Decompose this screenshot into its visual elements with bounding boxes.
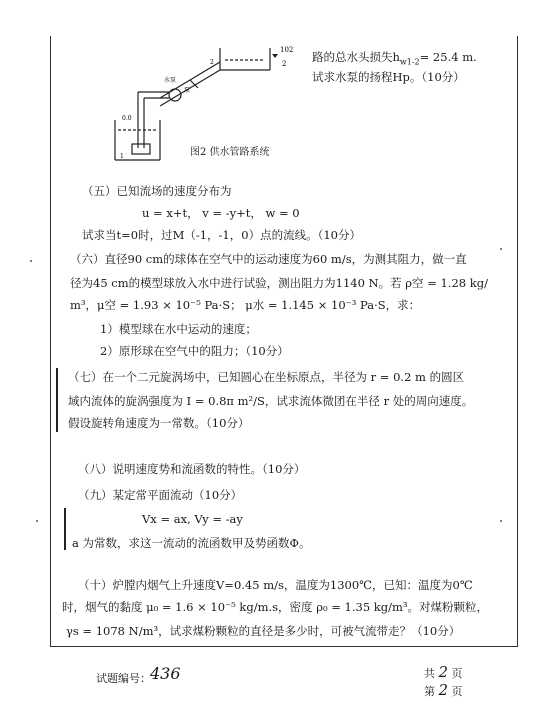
q9-line-1: （九）某定常平面流动（10分） — [78, 488, 243, 502]
label-102: 102 — [280, 46, 294, 54]
label-2-top: 2 — [282, 60, 287, 68]
q10-line-2: 时，烟气的黏度 μ₀ = 1.6 × 10⁻⁵ kg/m.s，密度 ρ₀ = 1.35 kg/m³。对煤粉颗粒， — [62, 600, 489, 614]
q8-line-1: （八）说明速度势和流函数的特性。（10分） — [78, 462, 306, 476]
water-level-marker — [272, 54, 278, 58]
label-1: 1 — [120, 153, 124, 160]
scan-speck — [500, 520, 502, 522]
q6-line-4: 1）模型球在水中运动的速度； — [100, 322, 257, 336]
q5-heading: （五）已知流场的速度分布为 — [82, 184, 232, 198]
suction-pipe — [138, 92, 169, 148]
q6-line-3: m³，μ空 = 1.93 × 10⁻⁵ Pa·S； μ水 = 1.145 × 10⁻³ Pa·S，求： — [70, 298, 421, 312]
label-pump-2: 泵 — [184, 87, 191, 94]
upper-tank — [220, 48, 270, 70]
q7-line-1: （七）在一个二元旋涡场中，已知圆心在坐标原点，半径为 r = 0.2 m 的圆区 — [68, 370, 465, 384]
q9-equation: Vx = ax, Vy = -ay — [142, 512, 243, 526]
q10-line-1: （十）炉膛内烟气上升速度V=0.45 m/s，温度为1300℃，已知：温度为0℃ — [78, 578, 473, 592]
inclined-pipe — [160, 62, 220, 106]
q7-bracket — [56, 368, 58, 432]
q9-bracket — [64, 508, 66, 550]
q10-line-3: γs = 1078 N/m³，试求煤粉颗粒的直径是多少时，可被气流带走？（10分） — [66, 624, 461, 638]
q6-line-5: 2）原形球在空气中的阻力；（10分） — [100, 344, 289, 358]
exam-code-value: 436 — [150, 664, 181, 683]
scan-speck — [500, 248, 502, 250]
scan-speck — [36, 520, 38, 522]
exam-code-label: 试题编号： — [96, 672, 151, 685]
top-line-2: 试求水泵的扬程Hp。（10分） — [312, 70, 465, 84]
q5-ask: 试求当t=0时，过M（-1，-1，0）点的流线。（10分） — [82, 228, 361, 242]
scan-speck — [30, 260, 32, 262]
q6-line-1: （六）直径90 cm的球体在空气中的运动速度为60 m/s，为测其阻力，做一直 — [70, 252, 467, 266]
page-count: 共 2 页 第 2 页 — [424, 663, 463, 699]
q7-line-3: 假设旋转角速度为一常数。（10分） — [68, 416, 250, 430]
label-2-pipe: 2 — [210, 59, 214, 66]
label-0: 0.0 — [122, 115, 132, 122]
label-pump: 水泵 — [164, 77, 177, 84]
figure-caption: 图2 供水管路系统 — [190, 147, 270, 158]
q9-line-3: a 为常数，求这一流动的流函数甲及势函数Φ。 — [72, 536, 311, 550]
q5-equation: u = x+t， v = -y+t， w = 0 — [142, 206, 300, 220]
top-line-1: 路的总水头损失$h_{w1-2}= 25.4$ m. — [312, 50, 477, 67]
q6-line-2: 径为45 cm的模型球放入水中进行试验，测出阻力为1140 N。若 ρ空 = 1.28 kg/ — [70, 276, 488, 290]
q7-line-2: 域内流体的旋涡强度为 I = 0.8π m²/S，试求流体微团在半径 r 处的周向速度。 — [68, 394, 474, 408]
